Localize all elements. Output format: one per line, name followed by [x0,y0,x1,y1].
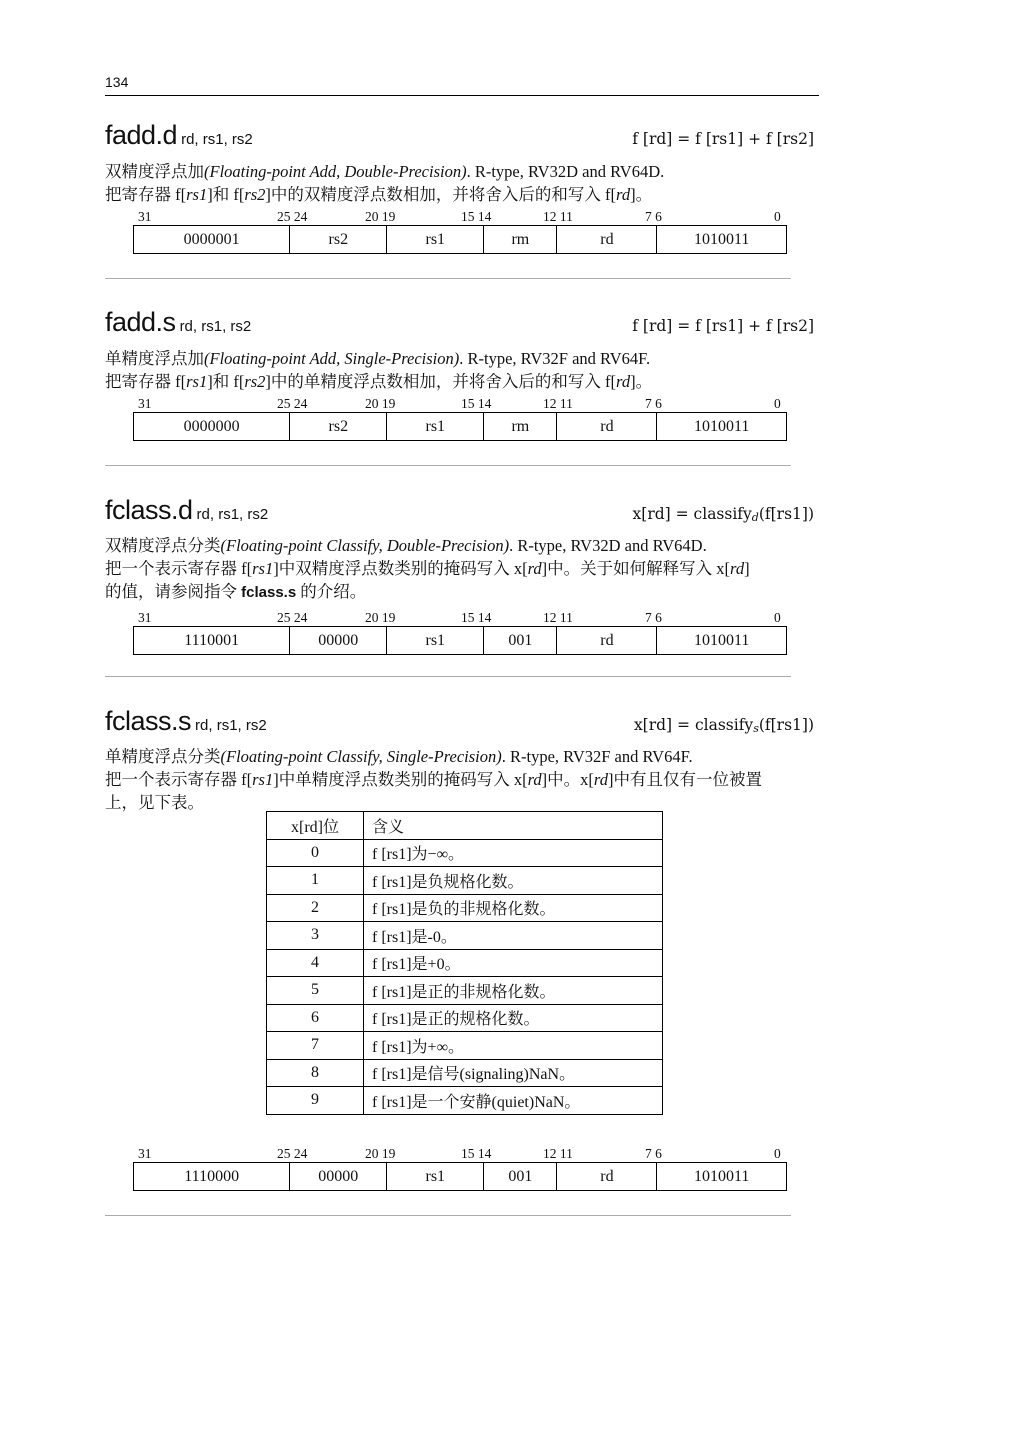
encoding-field: 0000001 [134,226,290,253]
table-row [267,894,663,922]
summary-line [105,743,693,767]
mnemonic: fadd.d [105,120,178,150]
bit-cell: 0 [267,839,364,867]
table-row [267,867,663,895]
text-segment: ]中。关于如何解释写入 x[ [541,559,731,578]
text-segment: (Floating-point Add, Double-Precision) [204,162,467,181]
summary-line [105,532,707,556]
table-row [267,922,663,950]
bit-cell: 8 [267,1059,364,1087]
bit-label: 12 11 [543,610,573,625]
summary-line [105,345,650,369]
bit-label: 20 19 [365,396,396,411]
text-segment: . R-type, RV32F and RV64F. [459,349,651,368]
formula-subscript: s [753,722,759,735]
meaning-cell: f [rs1]是正的规格化数。 [364,1004,663,1032]
meaning-cell: f [rs1]是负规格化数。 [364,867,663,895]
bit-cell: 2 [267,894,364,922]
bit-label: 7 6 [645,1146,662,1161]
meaning-cell: f [rs1]为−∞。 [364,839,663,867]
meaning-cell: f [rs1]是信号(signaling)NaN。 [364,1059,663,1087]
bit-label: 31 [138,610,152,625]
encoding-field: rs1 [387,413,484,440]
formula-main: x[rd] = classify [633,716,754,734]
instruction-heading [105,706,267,740]
bit-label: 15 14 [461,396,492,411]
instruction-section-fadd-s [105,307,820,507]
table-row [267,1032,663,1060]
formula-subscript: d [751,511,759,524]
text-segment: rd [527,770,542,789]
text-segment: ]中。x[ [541,770,594,789]
header-rule [105,95,819,96]
bit-cell: 3 [267,922,364,950]
semantics-formula [633,505,814,524]
encoding-fields [133,1162,787,1191]
text-segment: 把一个表示寄存器 f[ [105,559,253,578]
table-row [267,949,663,977]
bit-label: 25 24 [277,396,308,411]
encoding-field: 1010011 [693,418,750,435]
text-segment: ]和 f[ [207,372,245,391]
encoding-field: rd [557,627,657,654]
text-segment: (Floating-point Add, Single-Precision) [204,349,460,368]
bit-label: 20 19 [365,610,396,625]
instruction-heading [105,307,251,341]
encoding-field: 1110001 [134,627,290,654]
description-line [105,555,750,579]
text-segment: ]中的单精度浮点数相加，并将舍入后的和写入 f[ [265,372,617,391]
classify-table [266,811,663,1115]
text-segment: rd [730,559,745,578]
mnemonic: fclass.s [105,706,192,736]
bit-label: 12 11 [543,209,573,224]
text-segment: rs2 [244,372,266,391]
encoding-field: 1110000 [134,1163,290,1190]
encoding-fields [133,412,787,441]
text-segment: 把寄存器 f[ [105,372,187,391]
bit-label: 12 11 [543,1146,573,1161]
text-segment: 的值，请参阅指令 [105,582,242,601]
bit-label: 31 [138,209,152,224]
text-segment: 单精度浮点分类 [105,747,221,766]
table-header-cell: x[rd]位 [267,812,364,840]
bit-cell: 9 [267,1087,364,1115]
text-segment: 把寄存器 f[ [105,185,187,204]
text-segment: 把一个表示寄存器 f[ [105,770,253,789]
encoding-diagram [133,396,787,441]
encoding-field: rs2 [290,226,387,253]
encoding-field: rd [557,413,657,440]
operands: rd, rs1, rs2 [179,318,252,335]
table-row [267,977,663,1005]
meaning-cell: f [rs1]是负的非规格化数。 [364,894,663,922]
bit-label: 7 6 [645,396,662,411]
encoding-field: 1010011 [693,231,750,248]
meaning-cell: f [rs1]为+∞。 [364,1032,663,1060]
bit-cell: 5 [267,977,364,1005]
section-divider [105,278,791,279]
encoding-fields [133,225,787,254]
bit-label: 31 [138,1146,152,1161]
bit-cell: 6 [267,1004,364,1032]
meaning-cell: f [rs1]是正的非规格化数。 [364,977,663,1005]
mnemonic: fadd.s [105,307,176,337]
encoding-field: rd [557,1163,657,1190]
text-segment: rd [527,559,542,578]
encoding-diagram [133,209,787,254]
bit-label: 15 14 [461,1146,492,1161]
encoding-field: 0000000 [134,413,290,440]
formula-main: f [rd] = f [rs1] + f [rs2] [632,130,814,148]
operands: rd, rs1, rs2 [195,717,267,734]
text-segment: (Floating-point Classify, Double-Precision) [220,536,510,555]
summary-line [105,158,664,182]
bit-positions [133,209,787,225]
bit-label: 7 6 [645,610,662,625]
bit-cell: 7 [267,1032,364,1060]
page-number: 134 [105,74,129,90]
section-divider [105,676,791,677]
bit-label: 0 [774,1146,781,1161]
text-segment: 双精度浮点加 [105,162,204,181]
table-header-cell: 含义 [364,812,663,840]
text-segment: . R-type, RV32D and RV64D. [466,162,665,181]
bit-label: 20 19 [365,1146,396,1161]
text-segment: ]和 f[ [207,185,245,204]
text-segment: rs2 [244,185,266,204]
bit-label: 25 24 [277,209,308,224]
bit-cell: 4 [267,949,364,977]
section-divider [105,465,791,466]
text-segment: 的介绍。 [296,582,367,601]
encoding-field: rm [484,226,557,253]
bit-label: 0 [774,209,781,224]
meaning-cell: f [rs1]是一个安静(quiet)NaN。 [364,1087,663,1115]
text-segment: . R-type, RV32D and RV64D. [509,536,707,555]
text-segment: rd [593,770,608,789]
bit-cell: 1 [267,867,364,895]
bit-label: 15 14 [461,610,492,625]
description-line [105,789,204,813]
operands: rd, rs1, rs2 [196,506,269,523]
section-divider [105,1215,791,1216]
encoding-field: rd [557,226,657,253]
encoding-field: 00000 [290,627,387,654]
instruction-section-fclass-d [105,495,820,695]
text-segment: rs1 [186,372,208,391]
text-segment: (Floating-point Classify, Single-Precision) [220,747,502,766]
text-segment: ]中单精度浮点数类别的掩码写入 x[ [273,770,528,789]
encoding-field: 00000 [290,1163,387,1190]
table-header-row [267,812,663,840]
text-segment: ] [744,559,750,578]
encoding-field: rs2 [290,413,387,440]
meaning-cell: f [rs1]是-0。 [364,922,663,950]
instruction-heading [105,120,253,154]
encoding-field: rs1 [387,226,484,253]
bit-label: 0 [774,396,781,411]
text-segment: 上，见下表。 [105,793,204,812]
text-segment: 单精度浮点加 [105,349,204,368]
encoding-field: 1010011 [693,632,750,649]
encoding-field: 001 [484,627,557,654]
text-segment: ]。 [630,372,653,391]
text-segment: fclass.s [241,584,297,601]
formula-main: x[rd] = classify [632,505,752,523]
description-line [105,578,366,602]
instruction-heading [105,495,268,529]
text-segment: ]。 [630,185,653,204]
encoding-diagram [133,1146,787,1191]
encoding-field: rs1 [387,627,484,654]
encoding-diagram [133,610,787,655]
formula-tail: (f[rs1]) [758,505,814,523]
text-segment: ]中双精度浮点数类别的掩码写入 x[ [273,559,528,578]
bit-label: 12 11 [543,396,573,411]
encoding-field: 1010011 [693,1168,750,1185]
bit-label: 25 24 [277,1146,308,1161]
encoding-fields [133,626,787,655]
bit-positions [133,1146,787,1162]
text-segment: ]中的双精度浮点数相加，并将舍入后的和写入 f[ [265,185,617,204]
description-line [105,368,652,392]
text-segment: 双精度浮点分类 [105,536,221,555]
bit-label: 25 24 [277,610,308,625]
description-line [105,181,652,205]
description-line [105,766,762,790]
text-segment: rs1 [252,770,274,789]
formula-tail: (f[rs1]) [758,716,814,734]
meaning-cell: f [rs1]是+0。 [364,949,663,977]
bit-label: 20 19 [365,209,396,224]
text-segment: rd [616,372,631,391]
text-segment: rs1 [186,185,208,204]
text-segment: rs1 [252,559,274,578]
text-segment: . R-type, RV32F and RV64F. [501,747,693,766]
text-segment: rd [616,185,631,204]
encoding-field: rm [484,413,557,440]
bit-label: 15 14 [461,209,492,224]
table-row [267,1004,663,1032]
encoding-field: 001 [484,1163,557,1190]
mnemonic: fclass.d [105,495,193,525]
bit-positions [133,610,787,626]
formula-main: f [rd] = f [rs1] + f [rs2] [632,317,814,335]
semantics-formula [632,317,814,336]
bit-label: 0 [774,610,781,625]
table-row [267,1059,663,1087]
table-row [267,1087,663,1115]
semantics-formula [634,716,814,735]
instruction-section-fadd-d [105,120,820,320]
bit-label: 31 [138,396,152,411]
semantics-formula [632,130,814,149]
encoding-field: rs1 [387,1163,484,1190]
bit-positions [133,396,787,412]
operands: rd, rs1, rs2 [181,131,253,148]
bit-label: 7 6 [645,209,662,224]
text-segment: ]中有且仅有一位被置 [607,770,762,789]
table-row [267,839,663,867]
